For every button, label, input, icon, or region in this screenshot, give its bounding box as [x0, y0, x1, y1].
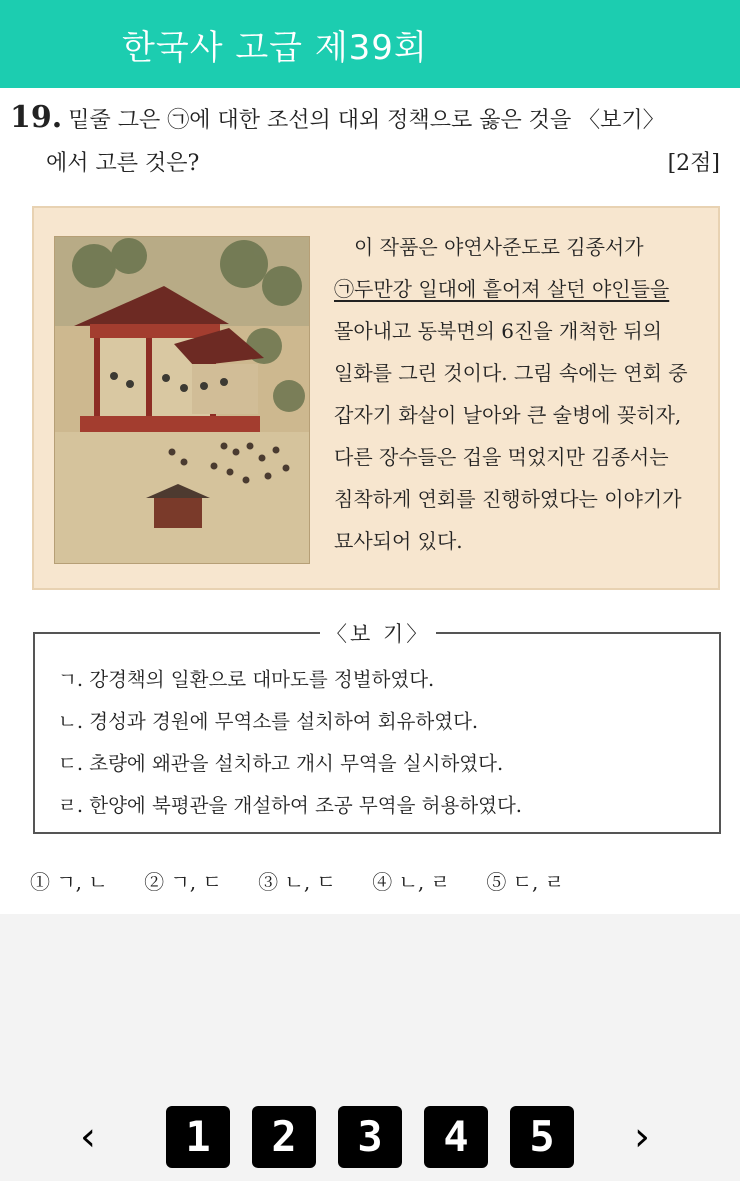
source-line: 침착하게 연회를 진행하였다는 이야기가	[334, 487, 682, 511]
choice-3[interactable]: ③ ㄴ, ㄷ	[258, 870, 336, 894]
source-line: 이 작품은 야연사준도로 김종서가	[354, 235, 644, 259]
source-text	[334, 226, 704, 562]
choice-5[interactable]: ⑤ ㄷ, ㄹ	[486, 870, 565, 894]
bogi-item: ㄱ. 강경책의 일환으로 대마도를 정벌하였다.	[58, 668, 435, 691]
source-line: 일화를 그린 것이다. 그림 속에는 연회 중	[334, 361, 688, 385]
question-points: [2점]	[667, 151, 720, 176]
answer-button-2[interactable]: 2	[252, 1106, 316, 1168]
answer-button-1[interactable]: 1	[166, 1106, 230, 1168]
underlined-phrase: 두만강 일대에 흩어져 살던 야인들을	[354, 277, 670, 301]
answer-choices	[30, 866, 564, 895]
answer-button-5[interactable]: 5	[510, 1106, 574, 1168]
next-arrow-icon[interactable]: ›	[634, 1114, 650, 1160]
question-stem	[10, 100, 665, 135]
header-bar	[0, 0, 740, 88]
choice-2[interactable]: ② ㄱ, ㄷ	[144, 870, 222, 894]
source-line	[334, 268, 704, 310]
choice-4[interactable]: ④ ㄴ, ㄹ	[372, 870, 450, 894]
source-line: 몰아내고 동북면의 6진을 개척한 뒤의	[334, 319, 662, 343]
question-text-line2: 에서 고른 것은?	[46, 151, 200, 176]
question-text-line1: 밑줄 그은 ㉠에 대한 조선의 대외 정책으로 옳은 것을 〈보기〉	[68, 108, 665, 133]
question-number: 19.	[10, 100, 63, 135]
answer-button-3[interactable]: 3	[338, 1106, 402, 1168]
painting-image	[54, 236, 310, 564]
bogi-item: ㄹ. 한양에 북평관을 개설하여 조공 무역을 허용하였다.	[58, 794, 523, 817]
prev-arrow-icon[interactable]: ‹	[80, 1114, 96, 1160]
choice-1[interactable]: ① ㄱ, ㄴ	[30, 870, 108, 894]
source-line: 갑자기 화살이 날아와 큰 술병에 꽂히자,	[334, 403, 682, 427]
source-line: 다른 장수들은 겁을 먹었지만 김종서는	[334, 445, 669, 469]
bogi-title: 〈보 기〉	[320, 618, 436, 648]
exam-title: 한국사 고급 제39회	[122, 28, 428, 68]
bogi-item: ㄷ. 초량에 왜관을 설치하고 개시 무역을 실시하였다.	[58, 752, 504, 775]
answer-button-4[interactable]: 4	[424, 1106, 488, 1168]
bogi-item: ㄴ. 경성과 경원에 무역소를 설치하여 회유하였다.	[58, 710, 479, 733]
source-line: 묘사되어 있다.	[334, 529, 463, 553]
underlined-marker: ㉠	[334, 277, 354, 301]
